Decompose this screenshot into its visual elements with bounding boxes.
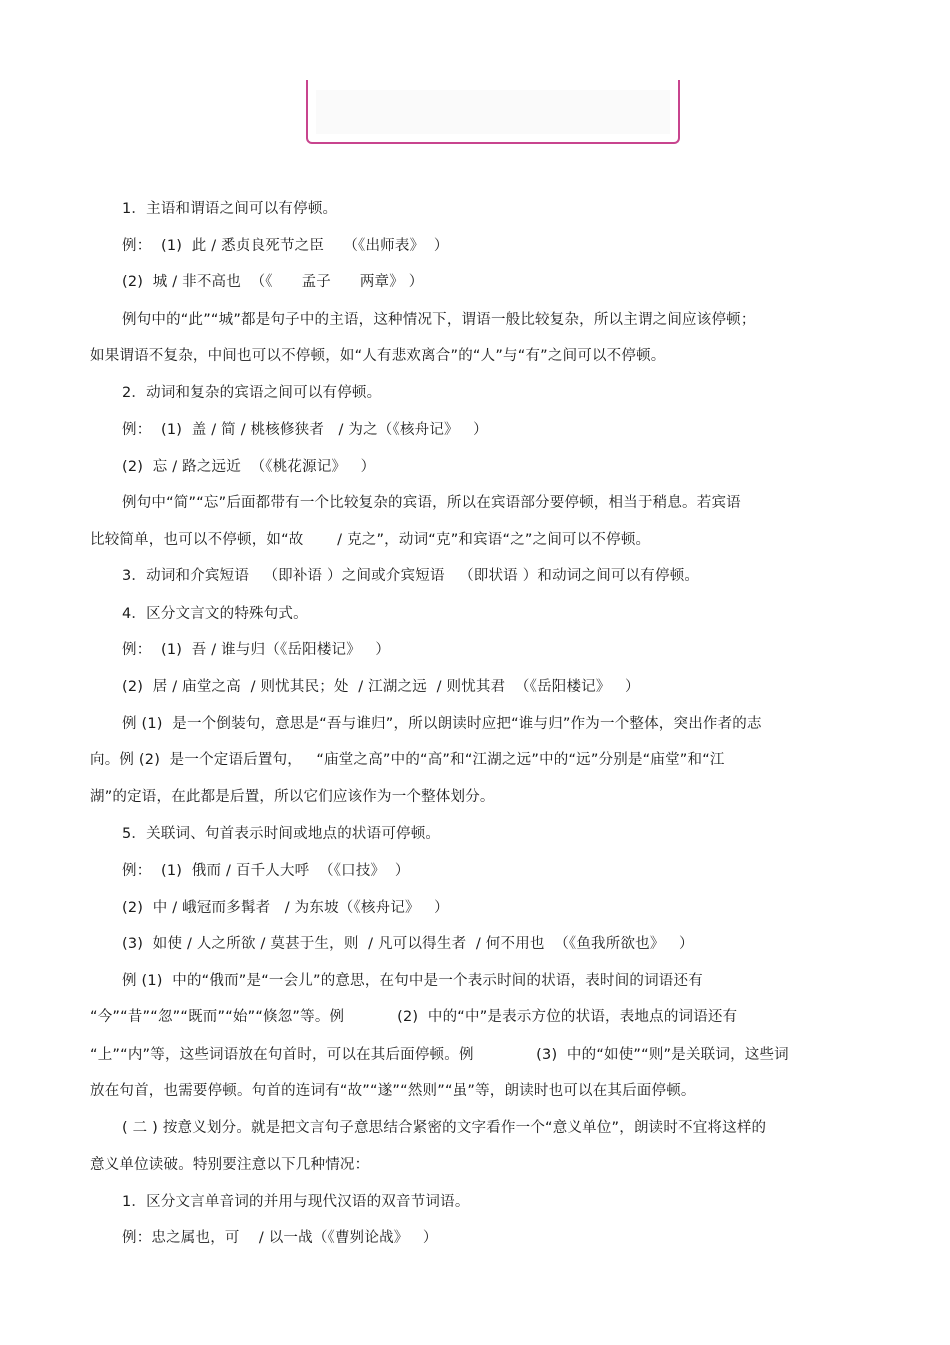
text-line: ( 二 ) 按意义划分。就是把文言句子意思结合紧密的文字看作一个“意义单位”，朗读时不宜将这样的 — [122, 1120, 767, 1136]
text-line: 例 (1) 是一个倒装句，意思是“吾与谁归”，所以朗读时应把“谁与归”作为一个整体，突出作者的志 — [122, 716, 762, 732]
text-line: “上”“内”等，这些词语放在句首时，可以在其后面停顿。例 (3) 中的“如使”“则”是关联词，这些词 — [90, 1047, 789, 1063]
text-line: 例： (1) 盖 / 简 / 桃核修狭者 / 为之（《核舟记》 ） — [122, 422, 488, 438]
text-line: 湖”的定语，在此都是后置，所以它们应该作为一个整体划分。 — [90, 789, 495, 805]
text-line: (2) 中 / 峨冠而多髯者 / 为东坡（《核舟记》 ） — [122, 900, 449, 916]
text-line: 1．区分文言单音词的并用与现代汉语的双音节词语。 — [122, 1194, 470, 1210]
text-line: (3) 如使 / 人之所欲 / 莫甚于生，则 / 凡可以得生者 / 何不用也 （《鱼我所欲也》 ） — [122, 936, 694, 952]
text-line: 4．区分文言文的特殊句式。 — [122, 606, 308, 622]
text-line: 放在句首，也需要停顿。句首的连词有“故”“遂”“然则”“虽”等，朗读时也可以在其后面停顿。 — [90, 1083, 696, 1099]
text-line: 意义单位读破。特别要注意以下几种情况： — [90, 1157, 370, 1173]
text-line: 例 (1) 中的“俄而”是“一会儿”的意思，在句中是一个表示时间的状语，表时间的词语还有 — [122, 973, 703, 989]
text-line: 1．主语和谓语之间可以有停顿。 — [122, 201, 338, 217]
header-frame-inner — [316, 90, 670, 134]
text-line: 例： (1) 吾 / 谁与归（《岳阳楼记》 ） — [122, 642, 391, 658]
text-line: 例： (1) 俄而 / 百千人大呼 （《口技》 ） — [122, 863, 410, 879]
text-line: 5．关联词、句首表示时间或地点的状语可停顿。 — [122, 826, 441, 842]
text-line: (2) 居 / 庙堂之高 / 则忧其民；处 / 江湖之远 / 则忧其君 （《岳阳楼记》 ） — [122, 679, 640, 695]
text-line: 3．动词和介宾短语 （即补语 ）之间或介宾短语 （即状语 ）和动词之间可以有停顿。 — [122, 568, 700, 584]
text-line: 例： (1) 此 / 悉贞良死节之臣 （《出师表》 ） — [122, 238, 449, 254]
text-line: 例句中“简”“忘”后面都带有一个比较复杂的宾语，所以在宾语部分要停顿，相当于稍息。若宾语 — [122, 495, 741, 511]
text-line: 例：忠之属也，可 / 以一战（《曹刿论战》 ） — [122, 1230, 438, 1246]
text-line: 向。例 (2) 是一个定语后置句， “庙堂之高”中的“高”和“江湖之远”中的“远”分别是“庙堂”和“江 — [90, 752, 725, 768]
text-line: 例句中的“此”“城”都是句子中的主语，这种情况下，谓语一般比较复杂，所以主谓之间应该停顿； — [122, 312, 756, 328]
header-frame — [306, 80, 680, 144]
text-line: (2) 忘 / 路之远近 （《桃花源记》 ） — [122, 459, 376, 475]
text-line: 如果谓语不复杂，中间也可以不停顿，如“人有悲欢离合”的“人”与“有”之间可以不停顿。 — [90, 348, 666, 364]
text-line: “今”“昔”“忽”“既而”“始”“倏忽”等。例 (2) 中的“中”是表示方位的状语，表地点的词语还有 — [90, 1009, 738, 1025]
text-line: (2) 城 / 非不高也 （《 孟子 两章》 ） — [122, 274, 424, 290]
text-line: 2．动词和复杂的宾语之间可以有停顿。 — [122, 385, 382, 401]
text-line: 比较简单，也可以不停顿，如“故 / 克之”，动词“克”和宾语“之”之间可以不停顿。 — [90, 532, 651, 548]
